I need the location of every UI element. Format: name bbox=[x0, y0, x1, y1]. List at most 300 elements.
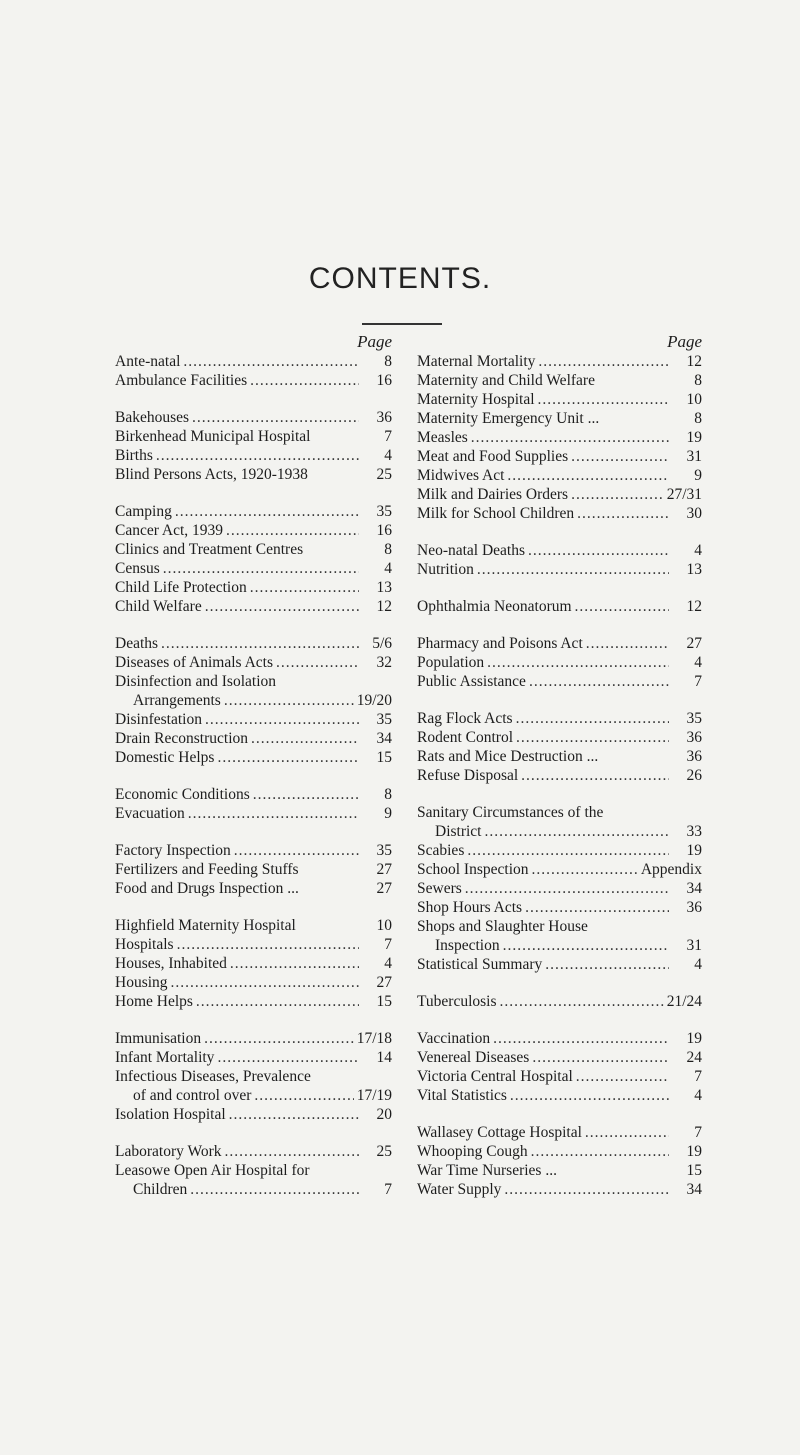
entry-label: Ophthalmia Neonatorum bbox=[417, 598, 572, 615]
entry-label: Scabies bbox=[417, 842, 465, 859]
entry-label: Hospitals bbox=[115, 936, 174, 953]
dot-leader bbox=[230, 954, 359, 973]
entry-label: Clinics and Treatment Centres bbox=[115, 541, 304, 558]
index-entry bbox=[417, 936, 702, 955]
page-column-heading: Page bbox=[667, 332, 702, 351]
index-entry bbox=[115, 521, 392, 540]
index-entry bbox=[115, 729, 392, 748]
dot-leader bbox=[521, 766, 669, 785]
entry-label: Camping bbox=[115, 503, 172, 520]
entry-label: Domestic Helps bbox=[115, 749, 215, 766]
dot-leader bbox=[177, 935, 359, 954]
section-gap bbox=[417, 785, 702, 803]
index-entry bbox=[417, 371, 702, 390]
section-gap bbox=[115, 1124, 392, 1142]
dot-leader bbox=[183, 352, 359, 371]
entry-page-number: 4 bbox=[694, 956, 702, 973]
index-entry bbox=[115, 408, 392, 427]
index-entry bbox=[417, 860, 702, 879]
section-gap bbox=[417, 974, 702, 992]
entry-page-number: 36 bbox=[686, 899, 702, 916]
entry-label: Milk and Dairies Orders bbox=[417, 486, 569, 503]
dot-leader bbox=[163, 559, 359, 578]
entry-label: Disinfestation bbox=[115, 711, 202, 728]
index-entry bbox=[115, 540, 392, 559]
entry-label: Milk for School Children bbox=[417, 505, 575, 522]
dot-leader bbox=[250, 578, 359, 597]
entry-label: Vital Statistics bbox=[417, 1087, 507, 1104]
dot-leader bbox=[577, 504, 669, 523]
dot-leader bbox=[192, 408, 359, 427]
section-gap bbox=[115, 616, 392, 634]
entry-label: Maternal Mortality bbox=[417, 353, 536, 370]
index-entry bbox=[417, 955, 702, 974]
index-entry bbox=[417, 917, 702, 936]
entry-label: Wallasey Cottage Hospital bbox=[417, 1124, 582, 1141]
entry-page-number: 4 bbox=[384, 447, 392, 464]
entry-page-number: 34 bbox=[686, 880, 702, 897]
index-entry bbox=[115, 1067, 392, 1086]
entry-page-number: 10 bbox=[686, 391, 702, 408]
entry-label: Evacuation bbox=[115, 805, 185, 822]
entry-page-number: 7 bbox=[384, 936, 392, 953]
entry-page-number: 8 bbox=[694, 410, 702, 427]
entry-label: Maternity Hospital bbox=[417, 391, 535, 408]
entry-page-number: 17/19 bbox=[356, 1087, 392, 1104]
dot-leader bbox=[529, 672, 669, 691]
dot-leader bbox=[571, 447, 669, 466]
index-entry bbox=[417, 822, 702, 841]
index-entry bbox=[115, 1029, 392, 1048]
entry-page-number: 36 bbox=[686, 748, 702, 765]
index-entry bbox=[417, 803, 702, 822]
index-entry bbox=[417, 879, 702, 898]
dot-leader bbox=[234, 841, 359, 860]
entry-label: Neo-natal Deaths bbox=[417, 542, 526, 559]
index-entry bbox=[417, 1161, 702, 1180]
index-entry bbox=[115, 1048, 392, 1067]
index-entry bbox=[115, 578, 392, 597]
index-entry bbox=[417, 597, 702, 616]
dot-leader bbox=[538, 390, 669, 409]
entry-page-number: 21/24 bbox=[666, 993, 702, 1010]
index-entry bbox=[417, 1123, 702, 1142]
dot-leader bbox=[532, 860, 638, 879]
entry-page-number: 9 bbox=[384, 805, 392, 822]
contents-column-right bbox=[417, 332, 702, 1199]
page-column-heading: Page bbox=[357, 332, 392, 351]
dot-leader bbox=[188, 804, 359, 823]
entry-label: Sanitary Circumstances of the bbox=[417, 804, 604, 821]
entry-label: Victoria Central Hospital bbox=[417, 1068, 573, 1085]
index-entry bbox=[115, 1180, 392, 1199]
index-entry bbox=[417, 352, 702, 371]
entry-page-number: 9 bbox=[694, 467, 702, 484]
section-gap bbox=[417, 1011, 702, 1029]
dot-leader bbox=[229, 1105, 359, 1124]
section-gap bbox=[115, 390, 392, 408]
index-entry bbox=[115, 653, 392, 672]
dot-leader bbox=[531, 1142, 669, 1161]
dot-leader bbox=[175, 502, 359, 521]
index-entry bbox=[417, 428, 702, 447]
entry-page-number: 35 bbox=[376, 842, 392, 859]
index-entry bbox=[417, 1048, 702, 1067]
index-entry bbox=[115, 841, 392, 860]
entry-page-number: 24 bbox=[686, 1049, 702, 1066]
dot-leader bbox=[507, 466, 669, 485]
index-entry bbox=[115, 935, 392, 954]
index-entry bbox=[417, 485, 702, 504]
section-gap bbox=[417, 616, 702, 634]
entry-label: Refuse Disposal bbox=[417, 767, 519, 784]
index-entry bbox=[115, 860, 392, 879]
entry-label: Venereal Diseases bbox=[417, 1049, 530, 1066]
entry-page-number: 7 bbox=[694, 1124, 702, 1141]
entry-page-number: 15 bbox=[686, 1162, 702, 1179]
entry-label: Nutrition bbox=[417, 561, 474, 578]
dot-leader bbox=[503, 936, 669, 955]
entry-label: Population bbox=[417, 654, 485, 671]
entry-page-number: 7 bbox=[384, 428, 392, 445]
entry-page-number: 19 bbox=[686, 1143, 702, 1160]
entry-label: Drain Reconstruction bbox=[115, 730, 249, 747]
entry-page-number: 34 bbox=[686, 1181, 702, 1198]
index-entry bbox=[115, 559, 392, 578]
entry-page-number: 27 bbox=[376, 861, 392, 878]
entry-label: of and control over bbox=[133, 1087, 252, 1104]
index-entry bbox=[115, 992, 392, 1011]
index-entry bbox=[115, 446, 392, 465]
dot-leader bbox=[217, 748, 359, 767]
entry-label: Shop Hours Acts bbox=[417, 899, 523, 916]
entry-list bbox=[417, 352, 702, 1199]
entry-page-number: 36 bbox=[376, 409, 392, 426]
dot-leader bbox=[471, 428, 669, 447]
index-entry bbox=[115, 672, 392, 691]
index-entry bbox=[115, 465, 392, 484]
entry-page-number: 32 bbox=[376, 654, 392, 671]
entry-page-number: 31 bbox=[686, 937, 702, 954]
entry-label: Isolation Hospital bbox=[115, 1106, 226, 1123]
entry-label: Child Life Protection bbox=[115, 579, 247, 596]
dot-leader bbox=[217, 1048, 359, 1067]
entry-label: Sewers bbox=[417, 880, 462, 897]
entry-page-number: 26 bbox=[686, 767, 702, 784]
dot-leader bbox=[276, 653, 359, 672]
entry-page-number: 8 bbox=[384, 353, 392, 370]
entry-page-number: 27/31 bbox=[666, 486, 702, 503]
dot-leader bbox=[196, 992, 359, 1011]
entry-page-number: 36 bbox=[686, 729, 702, 746]
entry-label: Rodent Control bbox=[417, 729, 514, 746]
entry-label: Birkenhead Municipal Hospital bbox=[115, 428, 311, 445]
entry-label: Rats and Mice Destruction ... bbox=[417, 748, 599, 765]
index-entry bbox=[115, 973, 392, 992]
dot-leader bbox=[226, 521, 359, 540]
entry-label: Maternity Emergency Unit ... bbox=[417, 410, 600, 427]
index-entry bbox=[417, 409, 702, 428]
entry-label: Ambulance Facilities bbox=[115, 372, 248, 389]
entry-page-number: 27 bbox=[376, 880, 392, 897]
entry-label: War Time Nurseries ... bbox=[417, 1162, 557, 1179]
entry-page-number: 34 bbox=[376, 730, 392, 747]
dot-leader bbox=[571, 485, 664, 504]
index-entry bbox=[115, 916, 392, 935]
dot-leader bbox=[485, 822, 670, 841]
dot-leader bbox=[467, 841, 669, 860]
entry-page-number: 15 bbox=[376, 749, 392, 766]
page-title: CONTENTS. bbox=[308, 262, 492, 295]
entry-label: Infectious Diseases, Prevalence bbox=[115, 1068, 311, 1085]
entry-label: Statistical Summary bbox=[417, 956, 543, 973]
index-entry bbox=[115, 371, 392, 390]
dot-leader bbox=[516, 709, 669, 728]
index-entry bbox=[417, 1029, 702, 1048]
entry-label: Child Welfare bbox=[115, 598, 202, 615]
dot-leader bbox=[528, 541, 669, 560]
index-entry bbox=[417, 504, 702, 523]
entry-label: Laboratory Work bbox=[115, 1143, 222, 1160]
entry-page-number: 31 bbox=[686, 448, 702, 465]
index-entry bbox=[417, 560, 702, 579]
dot-leader bbox=[525, 898, 669, 917]
dot-leader bbox=[575, 597, 669, 616]
index-entry bbox=[417, 1142, 702, 1161]
entry-page-number: 17/18 bbox=[356, 1030, 392, 1047]
index-entry bbox=[417, 653, 702, 672]
section-gap bbox=[417, 1105, 702, 1123]
entry-page-number: 35 bbox=[376, 711, 392, 728]
dot-leader bbox=[251, 729, 359, 748]
dot-leader bbox=[465, 879, 669, 898]
entry-label: School Inspection bbox=[417, 861, 529, 878]
dot-leader bbox=[532, 1048, 669, 1067]
section-gap bbox=[115, 484, 392, 502]
entry-label: Midwives Act bbox=[417, 467, 505, 484]
entry-label: Census bbox=[115, 560, 160, 577]
contents-column-left bbox=[115, 332, 392, 1199]
index-entry bbox=[417, 390, 702, 409]
entry-page-number: 4 bbox=[694, 654, 702, 671]
entry-page-number: 12 bbox=[376, 598, 392, 615]
entry-page-number: 35 bbox=[686, 710, 702, 727]
entry-label: Whooping Cough bbox=[417, 1143, 528, 1160]
index-entry bbox=[115, 785, 392, 804]
index-entry bbox=[115, 597, 392, 616]
entry-label: Maternity and Child Welfare bbox=[417, 372, 595, 389]
dot-leader bbox=[576, 1067, 669, 1086]
dot-leader bbox=[500, 992, 664, 1011]
entry-label: Meat and Food Supplies bbox=[417, 448, 569, 465]
dot-leader bbox=[224, 691, 354, 710]
section-gap bbox=[115, 823, 392, 841]
entry-label: Ante-natal bbox=[115, 353, 181, 370]
index-entry bbox=[417, 1086, 702, 1105]
entry-label: Blind Persons Acts, 1920-1938 bbox=[115, 466, 308, 483]
entry-page-number: 5/6 bbox=[372, 635, 392, 652]
entry-page-number: 25 bbox=[376, 1143, 392, 1160]
entry-page-number: 7 bbox=[694, 1068, 702, 1085]
dot-leader bbox=[516, 728, 669, 747]
index-entry bbox=[115, 427, 392, 446]
index-entry bbox=[417, 898, 702, 917]
index-entry bbox=[115, 502, 392, 521]
entry-label: Houses, Inhabited bbox=[115, 955, 227, 972]
dot-leader bbox=[538, 352, 669, 371]
entry-page-number: 8 bbox=[384, 541, 392, 558]
index-entry bbox=[417, 728, 702, 747]
dot-leader bbox=[493, 1029, 669, 1048]
entry-page-number: Appendix bbox=[640, 861, 702, 878]
section-gap bbox=[417, 579, 702, 597]
entry-label: Leasowe Open Air Hospital for bbox=[115, 1162, 310, 1179]
index-entry bbox=[115, 352, 392, 371]
index-entry bbox=[417, 447, 702, 466]
dot-leader bbox=[253, 785, 359, 804]
dot-leader bbox=[250, 371, 359, 390]
entry-page-number: 35 bbox=[376, 503, 392, 520]
index-entry bbox=[115, 804, 392, 823]
index-entry bbox=[417, 541, 702, 560]
entry-page-number: 13 bbox=[376, 579, 392, 596]
dot-leader bbox=[225, 1142, 359, 1161]
dot-leader bbox=[205, 710, 359, 729]
index-entry bbox=[115, 634, 392, 653]
dot-leader bbox=[545, 955, 669, 974]
title-rule bbox=[362, 323, 442, 325]
index-entry bbox=[417, 992, 702, 1011]
entry-page-number: 8 bbox=[384, 786, 392, 803]
index-entry bbox=[115, 1105, 392, 1124]
entry-label: Inspection bbox=[435, 937, 500, 954]
entry-label: Tuberculosis bbox=[417, 993, 497, 1010]
entry-label: Children bbox=[133, 1181, 188, 1198]
index-entry bbox=[417, 709, 702, 728]
dot-leader bbox=[585, 1123, 669, 1142]
entry-label: Diseases of Animals Acts bbox=[115, 654, 273, 671]
entry-label: Home Helps bbox=[115, 993, 193, 1010]
index-entry bbox=[417, 672, 702, 691]
entry-page-number: 4 bbox=[384, 955, 392, 972]
dot-leader bbox=[254, 1086, 353, 1105]
entry-page-number: 8 bbox=[694, 372, 702, 389]
dot-leader bbox=[156, 446, 359, 465]
entry-label: Cancer Act, 1939 bbox=[115, 522, 224, 539]
entry-page-number: 13 bbox=[686, 561, 702, 578]
entry-page-number: 33 bbox=[686, 823, 702, 840]
entry-page-number: 27 bbox=[686, 635, 702, 652]
entry-label: Economic Conditions bbox=[115, 786, 250, 803]
entry-label: Water Supply bbox=[417, 1181, 502, 1198]
index-entry bbox=[417, 634, 702, 653]
entry-page-number: 19/20 bbox=[356, 692, 392, 709]
section-gap bbox=[115, 767, 392, 785]
index-entry bbox=[417, 1180, 702, 1199]
entry-label: Highfield Maternity Hospital bbox=[115, 917, 296, 934]
entry-label: Deaths bbox=[115, 635, 159, 652]
dot-leader bbox=[504, 1180, 669, 1199]
entry-page-number: 4 bbox=[694, 542, 702, 559]
entry-page-number: 27 bbox=[376, 974, 392, 991]
entry-label: Disinfection and Isolation bbox=[115, 673, 276, 690]
index-entry bbox=[417, 766, 702, 785]
index-entry bbox=[417, 747, 702, 766]
entry-label: Factory Inspection bbox=[115, 842, 231, 859]
entry-label: Public Assistance bbox=[417, 673, 526, 690]
entry-list bbox=[115, 352, 392, 1199]
index-entry bbox=[115, 748, 392, 767]
entry-label: Measles bbox=[417, 429, 468, 446]
entry-label: District bbox=[435, 823, 482, 840]
entry-page-number: 16 bbox=[376, 522, 392, 539]
entry-page-number: 4 bbox=[694, 1087, 702, 1104]
index-entry bbox=[417, 1067, 702, 1086]
section-gap bbox=[417, 523, 702, 541]
entry-label: Immunisation bbox=[115, 1030, 202, 1047]
entry-page-number: 12 bbox=[686, 598, 702, 615]
index-entry bbox=[115, 879, 392, 898]
entry-page-number: 30 bbox=[686, 505, 702, 522]
index-entry bbox=[115, 1086, 392, 1105]
entry-page-number: 19 bbox=[686, 429, 702, 446]
dot-leader bbox=[477, 560, 669, 579]
index-entry bbox=[115, 954, 392, 973]
section-gap bbox=[417, 691, 702, 709]
entry-page-number: 12 bbox=[686, 353, 702, 370]
dot-leader bbox=[171, 973, 359, 992]
entry-page-number: 7 bbox=[384, 1181, 392, 1198]
dot-leader bbox=[205, 597, 359, 616]
index-entry bbox=[417, 841, 702, 860]
index-entry bbox=[115, 710, 392, 729]
dot-leader bbox=[510, 1086, 669, 1105]
entry-label: Shops and Slaughter House bbox=[417, 918, 588, 935]
entry-label: Housing bbox=[115, 974, 168, 991]
entry-page-number: 16 bbox=[376, 372, 392, 389]
entry-page-number: 10 bbox=[376, 917, 392, 934]
entry-label: Vaccination bbox=[417, 1030, 491, 1047]
dot-leader bbox=[487, 653, 669, 672]
dot-leader bbox=[586, 634, 669, 653]
dot-leader bbox=[190, 1180, 359, 1199]
entry-label: Arrangements bbox=[133, 692, 221, 709]
entry-page-number: 4 bbox=[384, 560, 392, 577]
entry-page-number: 15 bbox=[376, 993, 392, 1010]
index-entry bbox=[417, 466, 702, 485]
index-entry bbox=[115, 1161, 392, 1180]
index-entry bbox=[115, 691, 392, 710]
entry-page-number: 7 bbox=[694, 673, 702, 690]
entry-label: Fertilizers and Feeding Stuffs bbox=[115, 861, 299, 878]
entry-page-number: 25 bbox=[376, 466, 392, 483]
entry-page-number: 19 bbox=[686, 842, 702, 859]
entry-label: Pharmacy and Poisons Act bbox=[417, 635, 583, 652]
entry-label: Infant Mortality bbox=[115, 1049, 215, 1066]
section-gap bbox=[115, 1011, 392, 1029]
entry-page-number: 14 bbox=[376, 1049, 392, 1066]
entry-label: Bakehouses bbox=[115, 409, 190, 426]
entry-label: Food and Drugs Inspection ... bbox=[115, 880, 299, 897]
entry-page-number: 20 bbox=[376, 1106, 392, 1123]
section-gap bbox=[115, 898, 392, 916]
dot-leader bbox=[204, 1029, 354, 1048]
index-entry bbox=[115, 1142, 392, 1161]
entry-page-number: 19 bbox=[686, 1030, 702, 1047]
dot-leader bbox=[161, 634, 359, 653]
entry-label: Rag Flock Acts bbox=[417, 710, 513, 727]
entry-label: Births bbox=[115, 447, 153, 464]
